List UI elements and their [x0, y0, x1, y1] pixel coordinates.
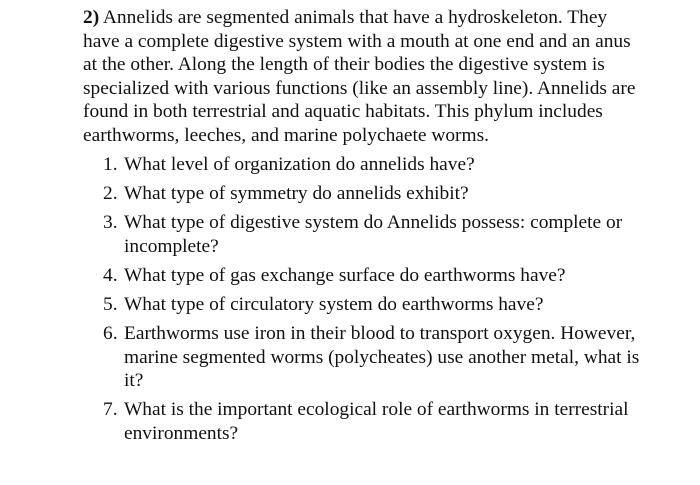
question-text: What level of organization do annelids have? [124, 153, 475, 175]
question-item [83, 322, 643, 393]
document-body [83, 6, 643, 451]
intro-text: Annelids are segmented animals that have a hydroskeleton. They have a complete digestive system with a mouth at one end and an anus at the other. Along the length of their bodies the digestive system is specialized with various functions (like an assembly line). Annelids are found in both terrestrial and aquatic habitats. This phylum includes earthworms, leeches, and marine polychaete worms. [83, 7, 636, 146]
question-text: Earthworms use iron in their blood to transport oxygen. However, marine segmented worms (polycheates) use another metal, what is it? [124, 323, 640, 392]
question-number: 4. [103, 264, 118, 286]
question-text: What type of gas exchange surface do earthworms have? [124, 264, 566, 286]
question-list [83, 153, 643, 446]
question-number: 7. [103, 399, 118, 421]
question-number: 6. [103, 323, 118, 345]
question-text: What is the important ecological role of earthworms in terrestrial environments? [124, 399, 629, 445]
question-text: What type of digestive system do Annelids possess: complete or incomplete? [124, 211, 623, 257]
question-item [83, 182, 643, 206]
question-item [83, 293, 643, 317]
question-text: What type of symmetry do annelids exhibit? [124, 182, 469, 204]
problem-number: 2) [83, 7, 100, 28]
intro-paragraph [83, 6, 643, 148]
question-number: 2. [103, 182, 118, 204]
question-item [83, 211, 643, 258]
question-number: 3. [103, 211, 118, 233]
question-number: 5. [103, 293, 118, 315]
question-item [83, 398, 643, 445]
question-item [83, 153, 643, 177]
question-number: 1. [103, 153, 118, 175]
question-text: What type of circulatory system do earthworms have? [124, 293, 544, 315]
question-item [83, 264, 643, 288]
